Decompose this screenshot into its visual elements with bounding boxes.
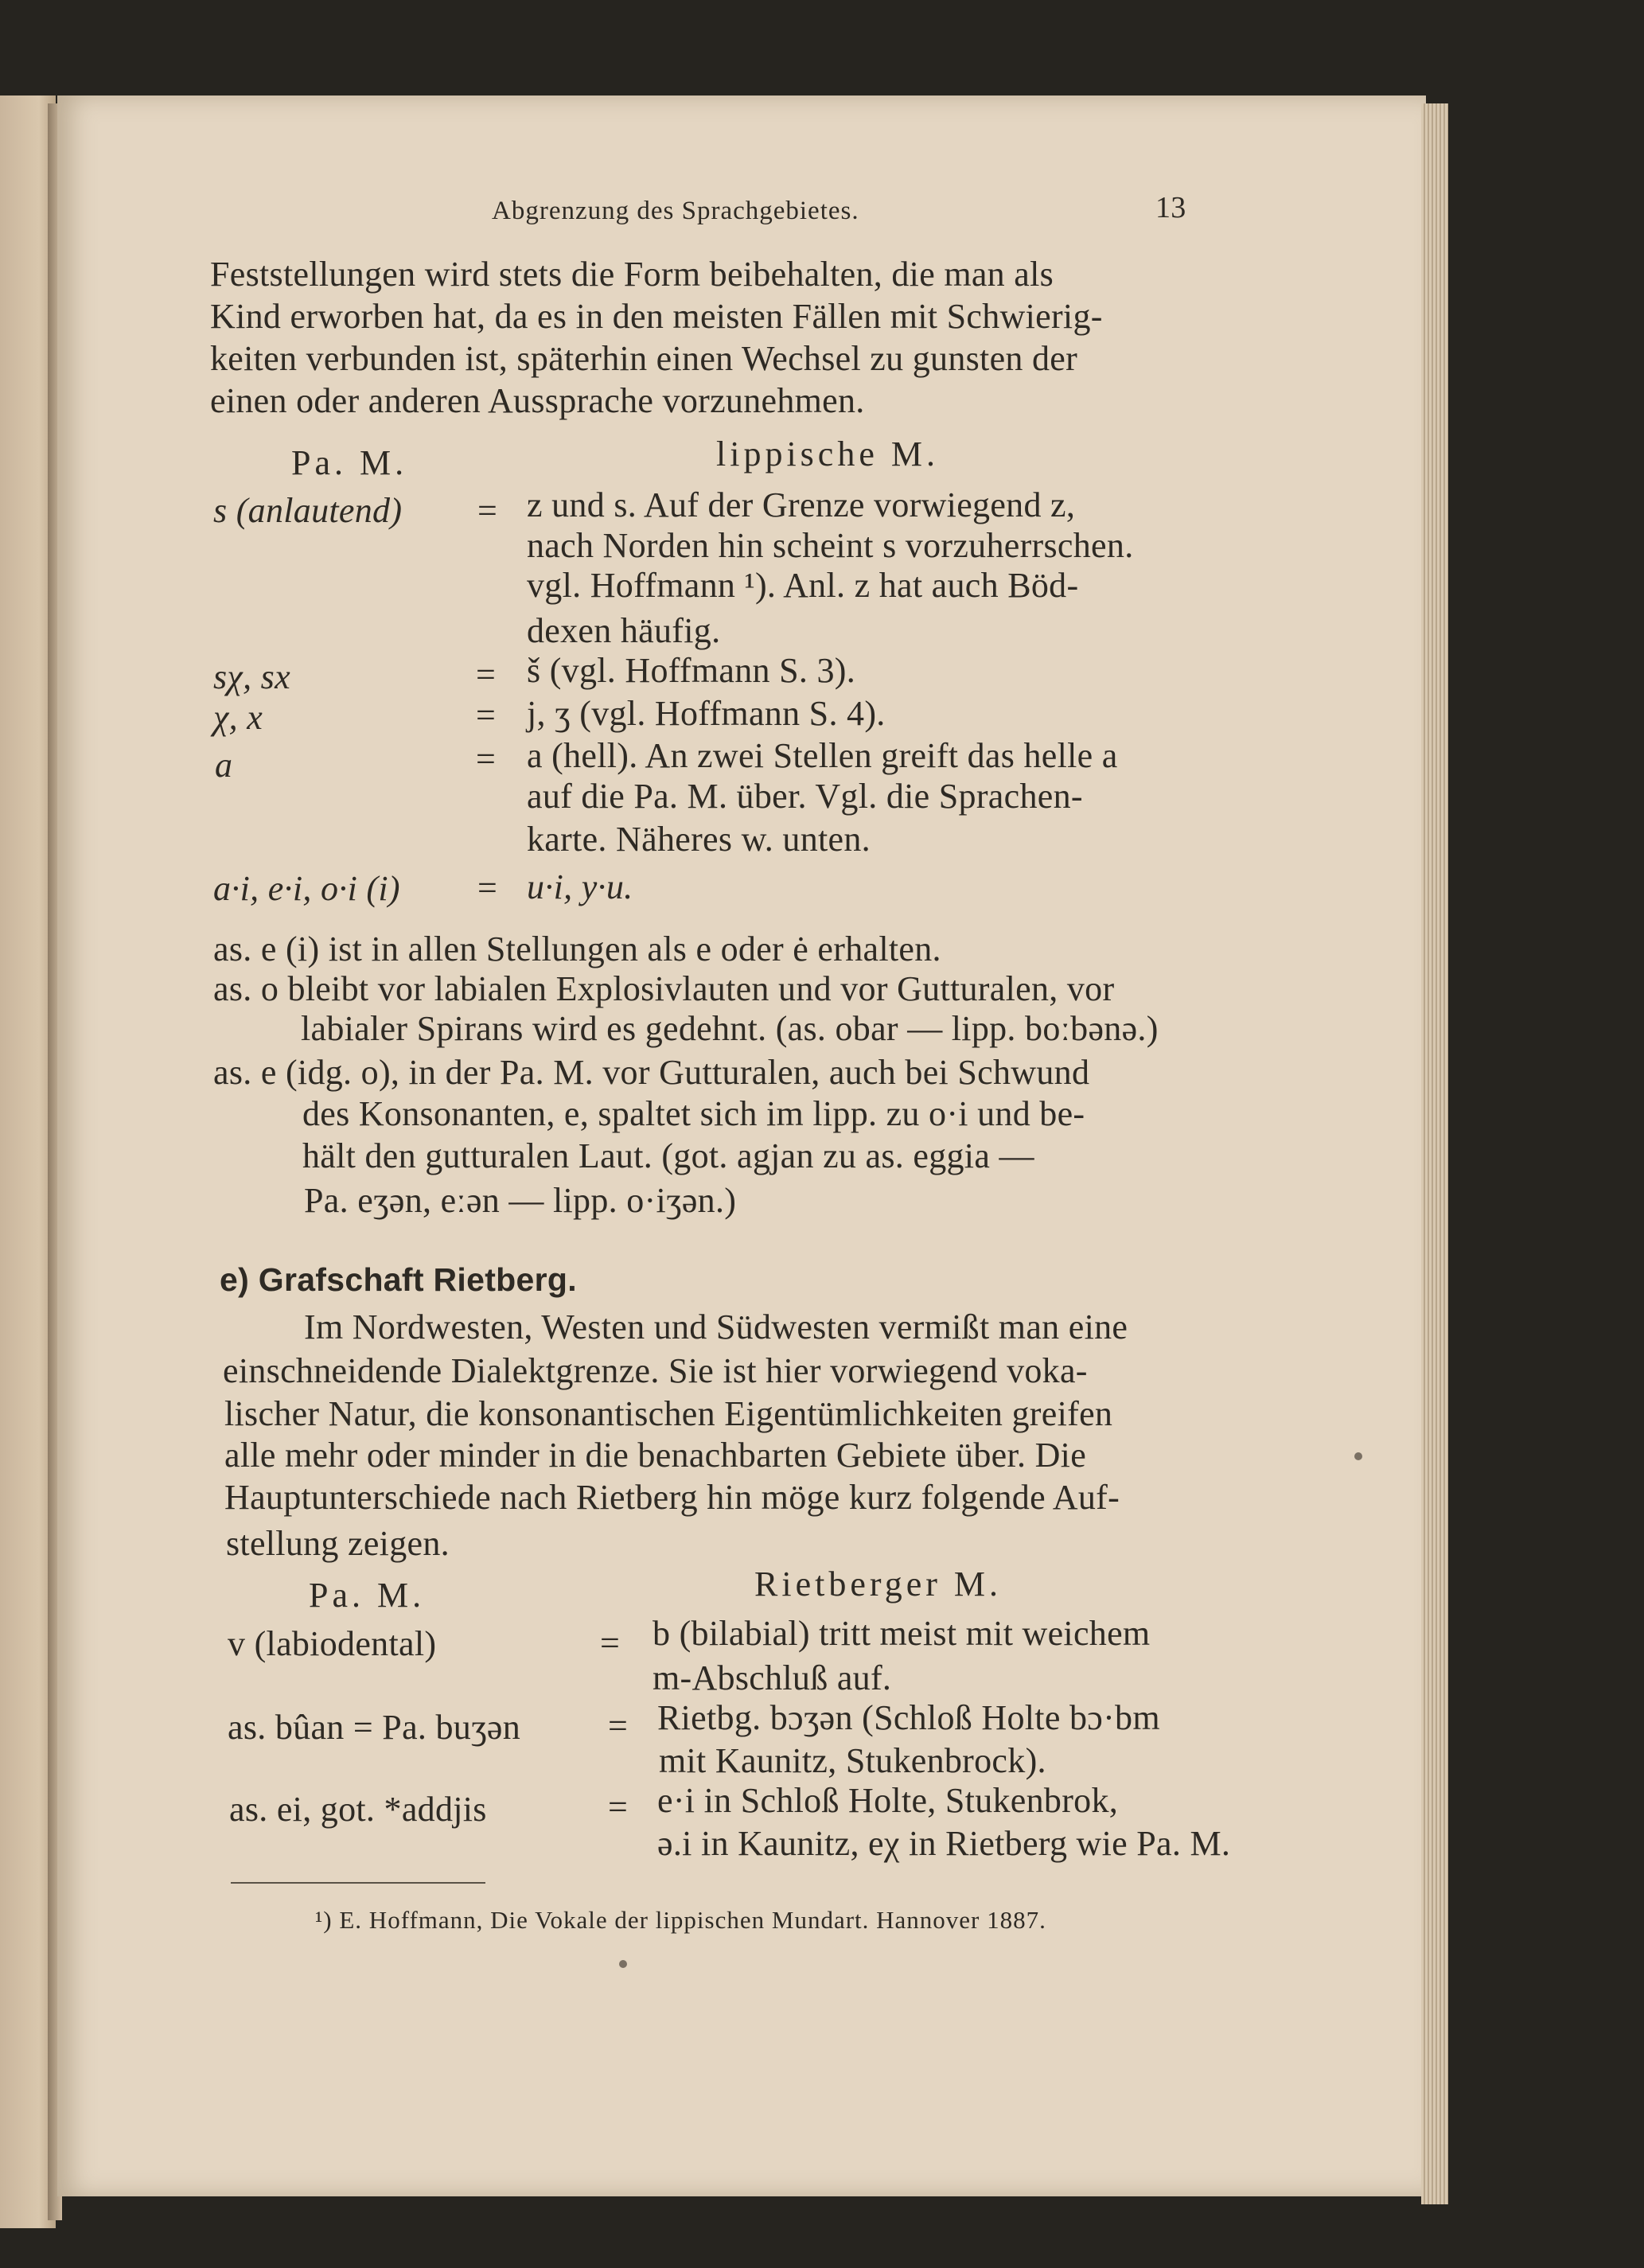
table2-col-left: Pa. M.	[309, 1576, 426, 1615]
running-title: Abgrenzung des Sprachgebietes.	[492, 197, 859, 225]
note-line: Pa. eʒən, eːən — lipp. o·iʒən.)	[304, 1181, 737, 1220]
table1-row-eq: =	[477, 868, 498, 907]
text-line: einen oder anderen Aussprache vorzunehmen.	[210, 381, 865, 420]
table1-row-right: nach Norden hin scheint s vorzuherrschen.	[527, 526, 1134, 565]
page-number: 13	[1155, 191, 1186, 224]
note-line: as. e (idg. o), in der Pa. M. vor Gutturalen, auch bei Schwund	[213, 1053, 1090, 1092]
text-line: lischer Natur, die konsonantischen Eigentümlichkeiten greifen	[224, 1394, 1113, 1433]
text-line: einschneidende Dialektgrenze. Sie ist hier vorwiegend voka-	[223, 1351, 1088, 1390]
note-line: hält den gutturalen Laut. (got. agjan zu as. eggia —	[302, 1136, 1034, 1175]
text-line: keiten verbunden ist, späterhin einen Wechsel zu gunsten der	[210, 339, 1078, 378]
text-line: alle mehr oder minder in die benachbarten Gebiete über. Die	[224, 1436, 1087, 1475]
table1-row-eq: =	[477, 491, 498, 530]
table1-row-right: u·i, y·u.	[527, 867, 633, 906]
text-line: Im Nordwesten, Westen und Südwesten vermißt man eine	[304, 1307, 1128, 1346]
table2-row-right: mit Kaunitz, Stukenbrock).	[659, 1741, 1046, 1780]
table1-col-right: lippische M.	[716, 435, 939, 473]
table1-row-right: karte. Näheres w. unten.	[527, 820, 871, 859]
table2-row-right: Rietbg. bɔʒən (Schloß Holte bɔ·bm	[657, 1698, 1160, 1737]
table1-row-left: sχ, sx	[213, 657, 290, 696]
text-line: Hauptunterschiede nach Rietberg hin möge kurz folgende Auf-	[224, 1478, 1120, 1517]
table1-row-right: š (vgl. Hoffmann S. 3).	[527, 651, 856, 690]
section-heading: e) Grafschaft Rietberg.	[220, 1261, 577, 1298]
footnote-rule	[231, 1882, 485, 1884]
table2-row-right: ə.i in Kaunitz, eχ in Rietberg wie Pa. M.	[657, 1824, 1231, 1863]
table2-row-eq: =	[608, 1706, 629, 1745]
table1-row-left: a·i, e·i, o·i (i)	[213, 869, 400, 908]
table1-row-right: dexen häufig.	[527, 611, 721, 650]
table2-col-right: Rietberger M.	[754, 1565, 1003, 1604]
table1-row-right: z und s. Auf der Grenze vorwiegend z,	[527, 485, 1076, 524]
table1-row-eq: =	[476, 655, 497, 694]
table2-row-eq: =	[608, 1787, 629, 1826]
table1-row-right: j, ʒ (vgl. Hoffmann S. 4).	[527, 694, 886, 733]
table2-row-right: b (bilabial) tritt meist mit weichem	[653, 1614, 1151, 1653]
table2-row-right: e·i in Schloß Holte, Stukenbrok,	[657, 1781, 1119, 1820]
table2-row-left: v (labiodental)	[228, 1624, 437, 1663]
table1-row-left: χ, x	[213, 698, 263, 737]
table1-col-left: Pa. M.	[291, 443, 408, 482]
footnote: ¹) E. Hoffmann, Die Vokale der lippischen Mundart. Hannover 1887.	[315, 1906, 1046, 1934]
text-line: Feststellungen wird stets die Form beibehalten, die man als	[210, 255, 1054, 294]
table1-row-right: auf die Pa. M. über. Vgl. die Sprachen-	[527, 777, 1083, 816]
table1-row-left: s (anlautend)	[213, 491, 403, 530]
note-line: des Konsonanten, e, spaltet sich im lipp. zu o·i und be-	[302, 1094, 1085, 1133]
table2-row-eq: =	[600, 1623, 621, 1662]
table1-row-left: a	[215, 746, 233, 785]
text-line: stellung zeigen.	[226, 1524, 450, 1563]
note-line: labialer Spirans wird es gedehnt. (as. obar — lipp. boːbənə.)	[301, 1009, 1159, 1048]
note-line: as. e (i) ist in allen Stellungen als e oder ė erhalten.	[213, 929, 941, 968]
table1-row-right: vgl. Hoffmann ¹). Anl. z hat auch Böd-	[527, 566, 1079, 605]
table2-row-left: as. ei, got. *addjis	[229, 1790, 487, 1829]
table1-row-eq: =	[476, 696, 497, 735]
table2-row-right: m-Abschluß auf.	[653, 1658, 892, 1697]
table2-row-left: as. bûan = Pa. buʒən	[228, 1708, 521, 1747]
ink-speck	[619, 1960, 627, 1968]
text-line: Kind erworben hat, da es in den meisten Fällen mit Schwierig-	[210, 297, 1103, 336]
ink-speck	[1354, 1452, 1362, 1460]
table1-row-eq: =	[476, 739, 497, 778]
table1-row-right: a (hell). An zwei Stellen greift das helle a	[527, 736, 1118, 775]
note-line: as. o bleibt vor labialen Explosivlauten und vor Gutturalen, vor	[213, 969, 1115, 1008]
